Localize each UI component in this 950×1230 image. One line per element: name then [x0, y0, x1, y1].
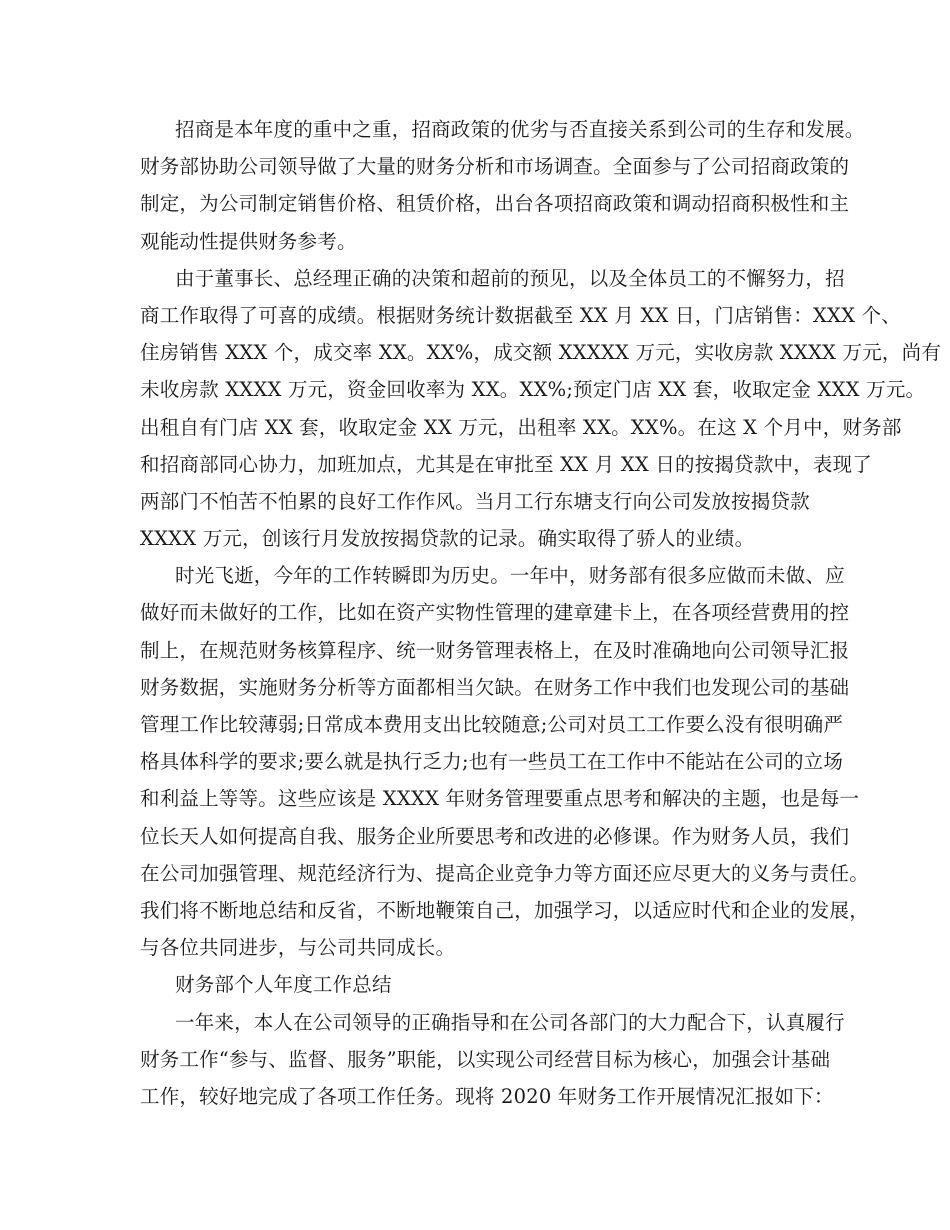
paragraph-line: 我们将不断地总结和反省，不断地鞭策自己，加强学习，以适应时代和企业的发展，	[140, 898, 869, 922]
paragraph-line: 住房销售 XXX 个，成交率 XX。XX%，成交额 XXXXX 万元，实收房款 XXXX 万元，尚有	[140, 341, 942, 365]
paragraph-line: 工作，较好地完成了各项工作任务。现将 2020 年财务工作开展情况汇报如下：	[140, 1084, 834, 1108]
paragraph-line: 和利益上等等。这些应该是 XXXX 年财务管理要重点思考和解决的主题，也是每一	[140, 787, 860, 811]
paragraph-line: 出租自有门店 XX 套，收取定金 XX 万元，出租率 XX。XX%。在这 X 个月中，财务部	[140, 415, 902, 439]
paragraph-line: 格具体科学的要求;要么就是执行乏力;也有一些员工在工作中不能站在公司的立场	[140, 750, 844, 774]
paragraph-line: 招商是本年度的重中之重，招商政策的优劣与否直接关系到公司的生存和发展。	[175, 118, 865, 141]
document-body	[140, 111, 942, 1115]
paragraph-line: 时光飞逝，今年的工作转瞬即为历史。一年中，财务部有很多应做而未做、应	[175, 564, 845, 588]
paragraph-line: 财务工作“参与、监督、服务”职能，以实现公司经营目标为核心，加强会计基础	[140, 1047, 831, 1071]
paragraph-line: 两部门不怕苦不怕累的良好工作作风。当月工行东塘支行向公司发放按揭贷款	[140, 489, 810, 513]
paragraph-line: 商工作取得了可喜的成绩。根据财务统计数据截至 XX 月 XX 日，门店销售：XXX 个、	[140, 303, 901, 327]
paragraph-line: 位长天人如何提高自我、服务企业所要思考和改进的必修课。作为财务人员，我们	[140, 824, 850, 848]
paragraph-line: 和招商部同心协力，加班加点，尤其是在审批至 XX 月 XX 日的按揭贷款中，表现了	[140, 452, 873, 476]
paragraph-line: 观能动性提供财务参考。	[140, 229, 357, 253]
paragraph-line: 制定，为公司制定销售价格、租赁价格，出台各项招商政策和调动招商积极性和主	[140, 192, 850, 216]
paragraph-line: 由于董事长、总经理正确的决策和超前的预见，以及全体员工的不懈努力，招	[175, 266, 845, 290]
paragraph-line: 与各位共同进步，与公司共同成长。	[140, 936, 456, 960]
paragraph-line: 未收房款 XXXX 万元，资金回收率为 XX。XX%;预定门店 XX 套，收取定金 XXX 万元。	[140, 378, 926, 402]
paragraph-line: 财务数据，实施财务分析等方面都相当欠缺。在财务工作中我们也发现公司的基础	[140, 675, 850, 699]
paragraph-line: 财务部协助公司领导做了大量的财务分析和市场调查。全面参与了公司招商政策的	[140, 155, 850, 179]
paragraph-line: 管理工作比较薄弱;日常成本费用支出比较随意;公司对员工工作要么没有很明确严	[140, 713, 844, 736]
paragraph-line: 做好而未做好的工作，比如在资产实物性管理的建章建卡上，在各项经营费用的控	[140, 601, 850, 625]
section-heading: 财务部个人年度工作总结	[175, 973, 392, 997]
paragraph-line: 制上，在规范财务核算程序、统一财务管理表格上，在及时准确地向公司领导汇报	[140, 638, 850, 662]
paragraph-line: XXXX 万元，创该行月发放按揭贷款的记录。确实取得了骄人的业绩。	[140, 527, 755, 551]
paragraph-line: 一年来，本人在公司领导的正确指导和在公司各部门的大力配合下，认真履行	[175, 1010, 845, 1034]
paragraph-line: 在公司加强管理、规范经济行为、提高企业竞争力等方面还应尽更大的义务与责任。	[140, 861, 869, 885]
